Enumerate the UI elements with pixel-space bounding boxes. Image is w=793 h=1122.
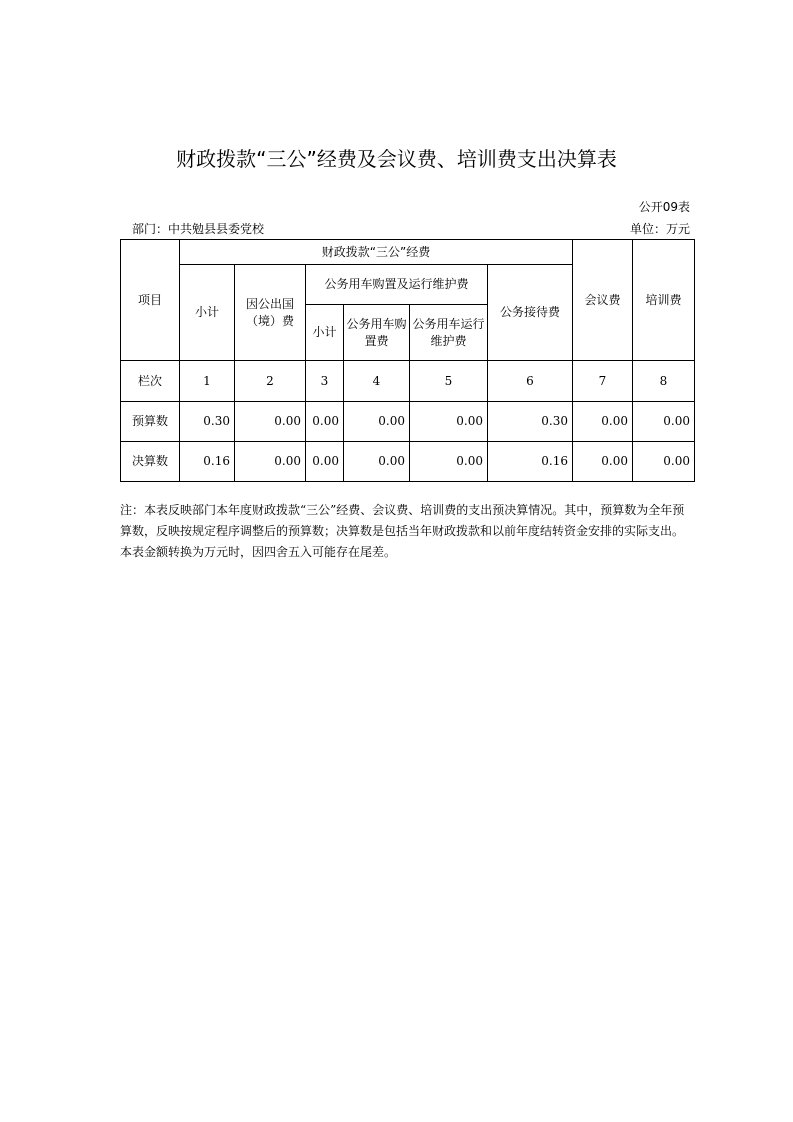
table-row: [121, 402, 695, 442]
table-cell: 0.30: [180, 402, 235, 442]
header-subtotal: 小计: [180, 265, 235, 361]
table-cell: 0.00: [410, 442, 488, 482]
header-reception: 公务接待费: [488, 265, 573, 361]
row-label: 栏次: [121, 361, 180, 402]
page-title: 财政拨款“三公”经费及会议费、培训费支出决算表: [176, 147, 617, 171]
table-cell: 0.00: [633, 402, 695, 442]
header-vehicle-group: 公务用车购置及运行维护费: [306, 265, 488, 305]
unit-label: 单位：万元: [629, 222, 690, 236]
table-cell: 0.00: [344, 402, 410, 442]
table-cell: 6: [488, 361, 573, 402]
header-vehicle-subtotal: 小计: [306, 305, 344, 361]
row-label: 决算数: [121, 442, 180, 482]
department-label: 部门：中共勉县县委党校: [132, 222, 265, 236]
table-cell: 0.00: [410, 402, 488, 442]
table-cell: 0.16: [488, 442, 573, 482]
header-vehicle-operation: 公务用车运行维护费: [410, 305, 488, 361]
table-cell: 0.00: [306, 402, 344, 442]
table-cell: 4: [344, 361, 410, 402]
header-vehicle-purchase: 公务用车购置费: [344, 305, 410, 361]
header-three-public: 财政拨款“三公”经费: [180, 240, 573, 265]
table-cell: 3: [306, 361, 344, 402]
table-cell: 0.00: [573, 402, 633, 442]
expenditure-table: [120, 239, 695, 482]
table-cell: 0.00: [633, 442, 695, 482]
table-cell: 0.00: [344, 442, 410, 482]
table-cell: 2: [235, 361, 306, 402]
table-row: [121, 361, 695, 402]
table-cell: 7: [573, 361, 633, 402]
table-cell: 8: [633, 361, 695, 402]
table-cell: 0.00: [306, 442, 344, 482]
table-cell: 0.30: [488, 402, 573, 442]
row-label: 预算数: [121, 402, 180, 442]
table-cell: 0.00: [573, 442, 633, 482]
table-cell: 0.00: [235, 442, 306, 482]
form-number: 公开09表: [638, 200, 690, 214]
header-meeting: 会议费: [573, 240, 633, 361]
table-note: 注：本表反映部门本年度财政拨款“三公”经费、会议费、培训费的支出预决算情况。其中，预算数为全年预算数，反映按规定程序调整后的预算数；决算数是包括当年财政拨款和以前年度结转资金安排的实际支出。本表金额转换为万元时，因四舍五入可能存在尾差。: [120, 503, 685, 559]
table-cell: 1: [180, 361, 235, 402]
table-cell: 5: [410, 361, 488, 402]
header-training: 培训费: [633, 240, 695, 361]
table-row: [121, 442, 695, 482]
table-cell: 0.00: [235, 402, 306, 442]
table-cell: 0.16: [180, 442, 235, 482]
header-item: 项目: [121, 240, 180, 361]
header-abroad: 因公出国（境）费: [235, 265, 306, 361]
